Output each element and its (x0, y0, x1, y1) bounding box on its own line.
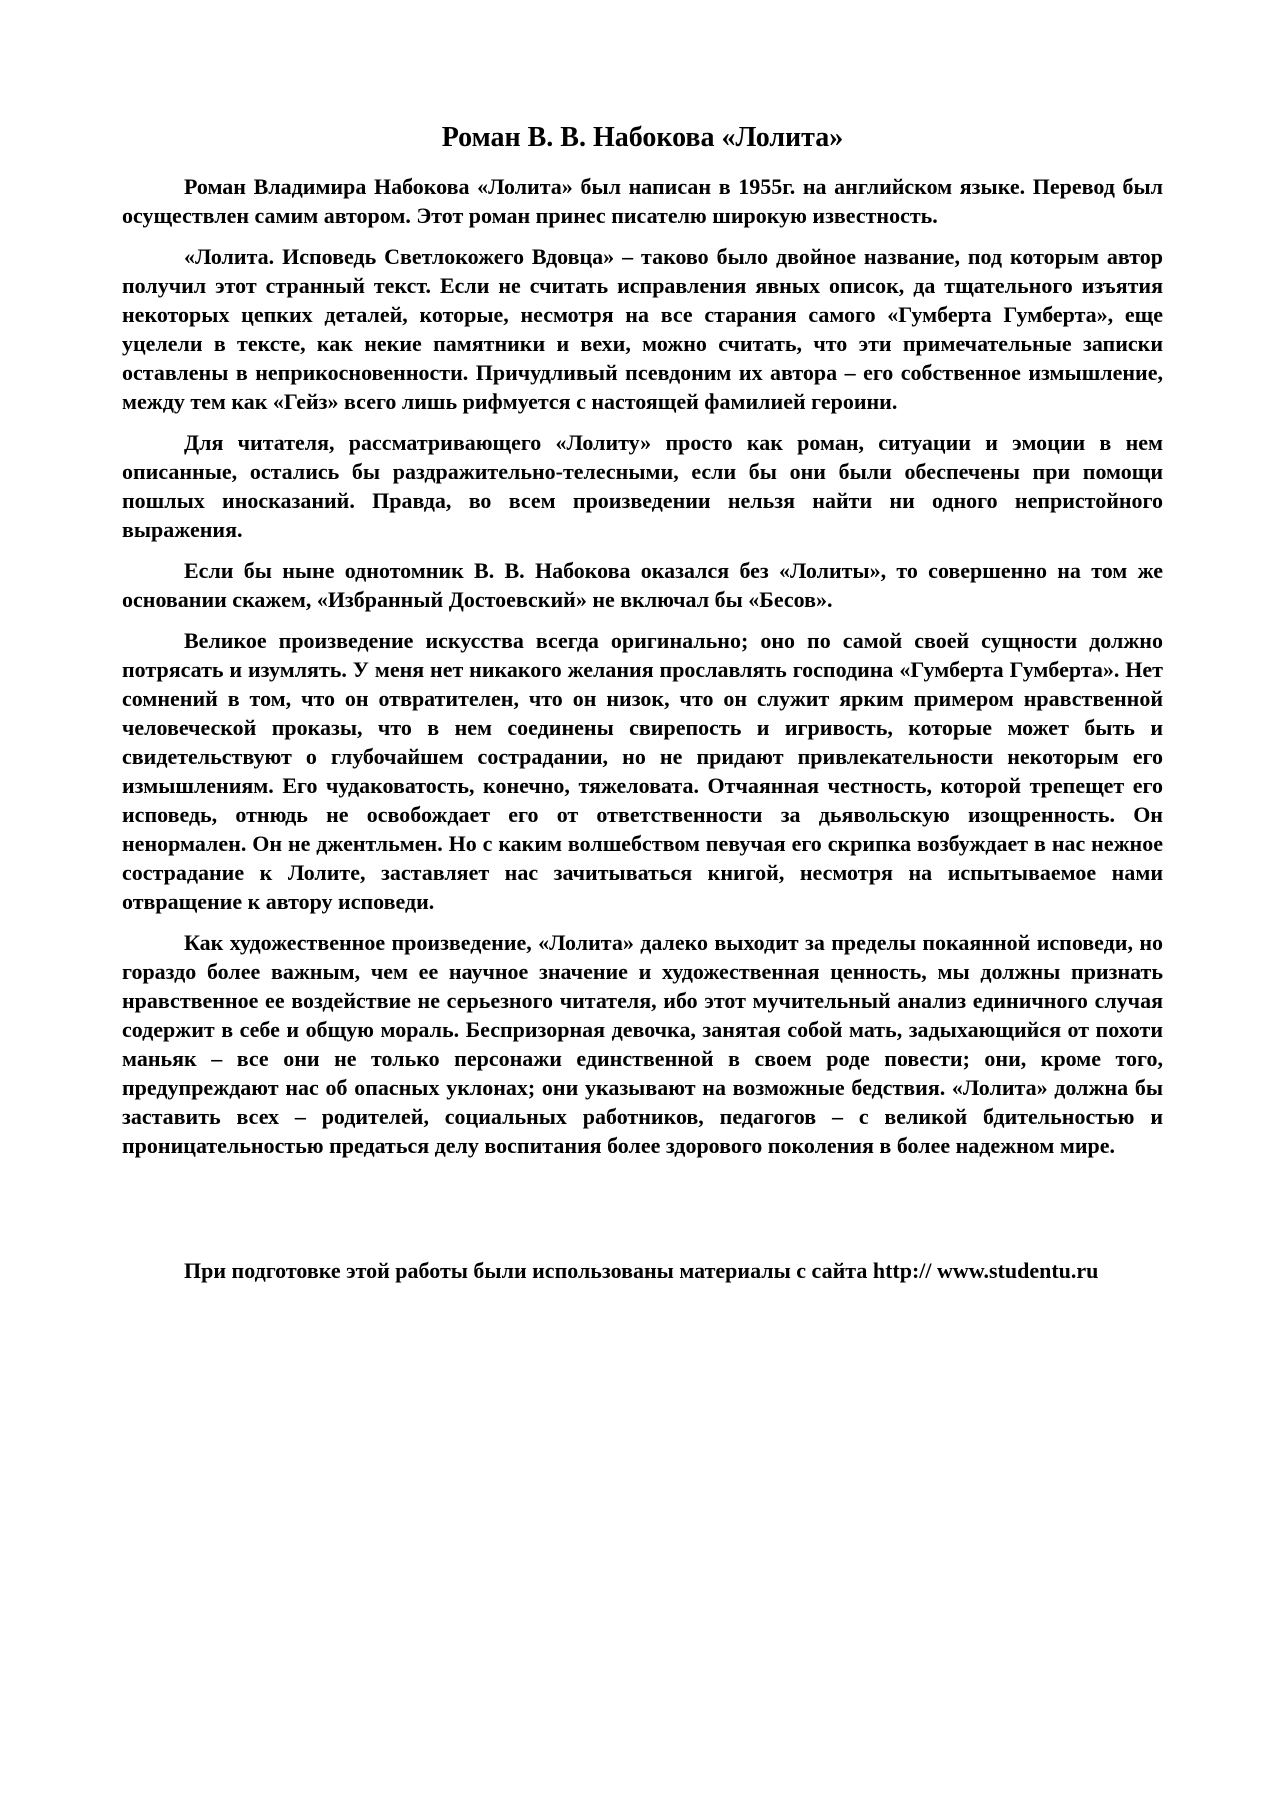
document-title: Роман В. В. Набокова «Лолита» (441, 122, 844, 153)
paragraph-2: «Лолита. Исповедь Светлокожего Вдовца» – таково было двойное название, под которым автор получил этот странный текст. Если не считать исправления явных описок, да тщательного изъятия некоторых цепких деталей, которые, несмотря на все старания самого «Гумберта Гумберта», еще уцелели в тексте, как некие памятники и вехи, можно считать, что эти примечательные записки оставлены в неприкосновенности. Причудливый псевдоним их автора – его собственное измышление, между тем как «Гейз» всего лишь рифмуется с настоящей фамилией героини. (122, 244, 1163, 414)
paragraph-5: Великое произведение искусства всегда оригинально; оно по самой своей сущности должно потрясать и изумлять. У меня нет никакого желания прославлять господина «Гумберта Гумберта». Нет сомнений в том, что он отвратителен, что он низок, что он служит ярким примером нравственной человеческой проказы, что в нем соединены свирепость и игривость, которые может быть и свидетельствуют о глубочайшем сострадании, но не придают привлекательности некоторым его измышлениям. Его чудаковатость, конечно, тяжеловата. Отчаянная честность, которой трепещет его исповедь, отнюдь не освобождает его от ответственности за дьявольскую изощренность. Он ненормален. Он не джентльмен. Но с каким волшебством певучая его скрипка возбуждает в нас нежное сострадание к Лолите, заставляет нас зачитываться книгой, несмотря на испытываемое нами отвращение к автору исповеди. (122, 628, 1163, 914)
paragraph-6: Как художественное произведение, «Лолита» далеко выходит за пределы покаянной исповеди, но гораздо более важным, чем ее научное значение и художественная ценность, мы должны признать нравственное ее воздействие не серьезного читателя, ибо этот мучительный анализ единичного случая содержит в себе и общую мораль. Беспризорная девочка, занятая собой мать, задыхающийся от похоти маньяк – все они не только персонажи единственной в своем роде повести; они, кроме того, предупреждают нас об опасных уклонах; они указывают на возможные бедствия. «Лолита» должна бы заставить всех – родителей, социальных работников, педагогов – с великой бдительностью и проницательностью предаться делу воспитания более здорового поколения в более надежном мире. (122, 930, 1163, 1158)
source-note: При подготовке этой работы были использованы материалы с сайта http:// www.studentu.ru (184, 1258, 1099, 1283)
paragraph-4: Если бы ныне однотомник В. В. Набокова оказался без «Лолиты», то совершенно на том же основании скажем, «Избранный Достоевский» не включал бы «Бесов». (122, 558, 1163, 612)
paragraph-1: Роман Владимира Набокова «Лолита» был написан в 1955г. на английском языке. Перевод был осуществлен самим автором. Этот роман принес писателю широкую известность. (122, 174, 1163, 228)
document-body (122, 120, 1163, 1307)
paragraph-3: Для читателя, рассматривающего «Лолиту» просто как роман, ситуации и эмоции в нем описанные, остались бы раздражительно-телесными, если бы они были обеспечены при помощи пошлых иносказаний. Правда, во всем произведении нельзя найти ни одного непристойного выражения. (122, 430, 1163, 542)
